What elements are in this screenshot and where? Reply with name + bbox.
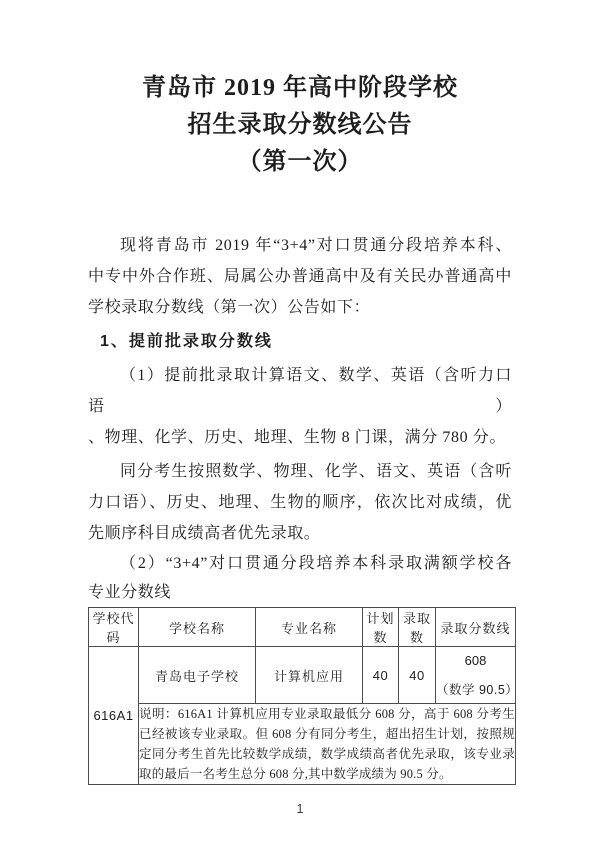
paragraph-line: 、物理、化学、历史、地理、生物 8 门课，满分 780 分。 <box>88 429 507 446</box>
admitted-count-cell: 40 <box>399 647 436 704</box>
paragraph-line: （1）提前批录取计算语文、数学、英语（含听力口语） <box>88 367 512 415</box>
paragraph-line: 现将青岛市 2019 年“3+4”对口贯通分段培养本科、 <box>120 237 512 254</box>
paragraph-line: 专业分数线 <box>88 584 172 601</box>
plan-count-cell: 40 <box>363 647 399 704</box>
header-school-name: 学校名称 <box>139 608 256 647</box>
document-body <box>88 230 519 817</box>
paragraph-line: 先顺序科目成绩高者优先录取。 <box>88 525 321 542</box>
header-school-code: 学校代码 <box>89 608 139 647</box>
subjects-paragraph <box>88 360 512 453</box>
header-admitted-count: 录取数 <box>399 608 436 647</box>
intro-paragraph <box>88 230 512 323</box>
section-heading: 1、提前批录取分数线 <box>100 333 273 350</box>
school-code-cell: 616A1 <box>89 647 139 785</box>
paragraph-line: 中专中外合作班、局属公办普通高中及有关民办普通高中 <box>88 268 512 285</box>
header-score-line: 录取分数线 <box>436 608 516 647</box>
tiebreak-paragraph <box>88 456 512 549</box>
major-name-cell: 计算机应用 <box>256 647 363 704</box>
title-line-3: （第一次） <box>237 149 363 175</box>
paragraph-line: （2）“3+4”对口贯通分段培养本科录取满额学校各 <box>120 555 512 572</box>
table-note-cell: 说明：616A1 计算机应用专业录取最低分 608 分，高于 608 分考生已经被该专业录取。但 608 分有同分考生，超出招生计划，按照规定同分考生首先比较数学成绩，数学成绩高者优先录取，该专业录取的最后一名考生总分 608 分,其中数学成绩为 90.5 分。 <box>139 704 516 785</box>
paragraph-line: 学校录取分数线（第一次）公告如下： <box>88 299 371 316</box>
document-title <box>88 0 512 181</box>
scores-table <box>88 607 519 785</box>
title-line-2: 招生录取分数线公告 <box>187 112 413 138</box>
header-major-name: 专业名称 <box>256 608 363 647</box>
table-note-row <box>89 704 516 785</box>
header-plan-count: 计划数 <box>363 608 399 647</box>
score-cell <box>436 647 519 704</box>
paragraph-line: 同分考生按照数学、物理、化学、语文、英语（含听 <box>120 463 512 480</box>
document-content <box>88 0 519 817</box>
title-line-1: 青岛市 2019 年高中阶段学校 <box>142 75 458 101</box>
paragraph-line: 力口语）、历史、地理、生物的顺序，依次比对成绩，优 <box>88 494 512 511</box>
school-name-cell: 青岛电子学校 <box>139 647 256 704</box>
page-number: 1 <box>296 802 304 816</box>
table-row <box>89 647 516 704</box>
table-header-row <box>89 608 516 647</box>
score-subject-note: （数学 90.5） <box>436 682 519 697</box>
table-intro-paragraph <box>88 549 512 607</box>
score-value: 608 <box>464 652 487 668</box>
